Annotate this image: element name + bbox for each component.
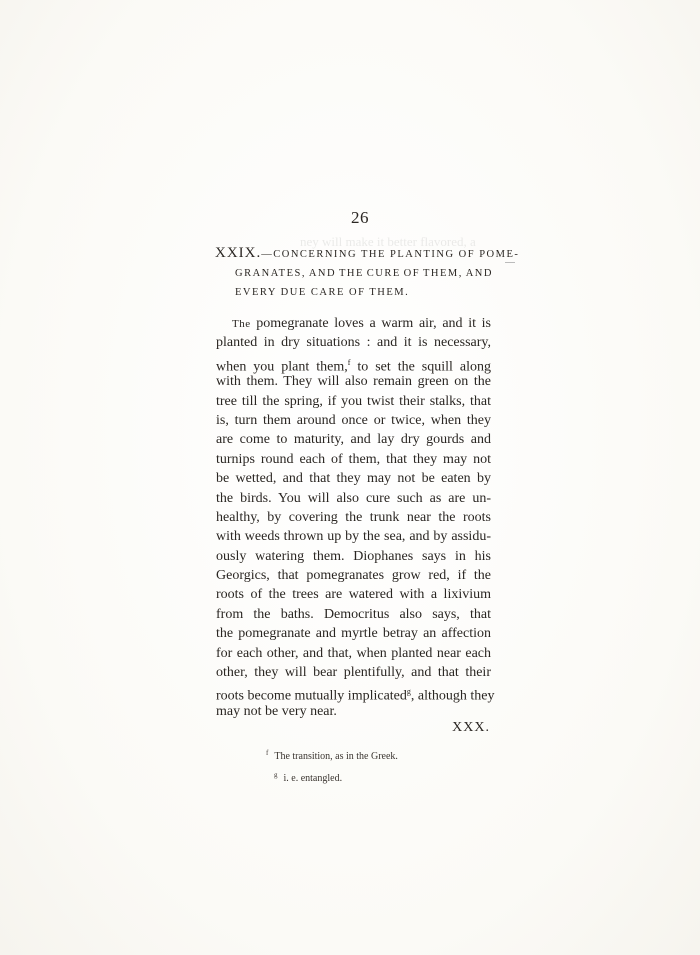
text-line: Georgics, that pomegranates grow red, if the — [216, 568, 491, 584]
heading-word: THEM, — [422, 268, 463, 279]
text-line: ously watering them. Diophanes says in his — [216, 548, 491, 564]
text-line: with weeds thrown up by the sea, and by assidu- — [216, 529, 491, 545]
footnote-mark: f — [266, 749, 269, 757]
text-line: roots become mutually implicated$^g$, although they — [216, 687, 495, 705]
bleed-through-line: ney will make it better flavored, a — [300, 234, 476, 249]
text-line: roots of the trees are watered with a lixivium — [216, 587, 491, 603]
heading-line-1 — [215, 244, 520, 264]
text-line: turnips round each of them, that they may not — [216, 451, 491, 467]
text-line: is, turn them around once or twice, when they — [216, 412, 491, 428]
text-line: with them. They will also remain green on the — [216, 374, 491, 390]
text-line: The pomegranate loves a warm air, and it is — [232, 316, 492, 331]
footnote-text: The transition, as in the Greek. — [274, 751, 398, 762]
heading-line-2 — [215, 264, 493, 283]
page-number: 26 — [351, 208, 369, 227]
footnote-g — [266, 766, 466, 788]
chapter-numeral: XXIX. — [215, 245, 262, 261]
text-line: healthy, by covering the trunk near the roots — [216, 509, 491, 525]
text-line: other, they will bear plentifully, and that their — [216, 665, 491, 681]
heading-word: AND — [465, 268, 493, 279]
heading-word: OF — [403, 268, 421, 279]
catchword: XXX. — [452, 720, 490, 735]
heading-line-3: EVERY DUE CARE OF THEM. — [235, 287, 410, 298]
heading-word: GRANATES, — [235, 268, 306, 279]
footnote-ref-g: g — [406, 687, 411, 697]
text-line: be wetted, and that they may not be eaten by — [216, 471, 491, 487]
footnotes — [266, 744, 466, 788]
text-line: the birds. You will also cure such as are un- — [216, 490, 491, 506]
heading-word: THE — [338, 268, 364, 279]
footnote-f — [266, 744, 466, 766]
text-line: are come to maturity, and lay dry gourds and — [216, 432, 491, 448]
body-paragraph — [216, 314, 495, 721]
text-line: tree till the spring, if you twist their stalks, that — [216, 393, 491, 409]
footnote-mark: g — [274, 771, 278, 779]
drop-word: The — [232, 318, 251, 330]
text-line: the pomegranate and myrtle betray an affection — [216, 626, 491, 642]
heading-title-start: —CONCERNING THE PLANTING OF POME- — [261, 249, 520, 260]
heading-word: CURE — [366, 268, 401, 279]
footnote-ref-f: f — [347, 357, 351, 367]
chapter-heading — [215, 244, 520, 302]
text-line: may not be very near. — [216, 703, 337, 719]
text-line: when you plant them,$^f$ to set the squill along — [216, 357, 491, 375]
bleed-through-mark — [505, 262, 515, 263]
footnote-text: i. e. entangled. — [283, 773, 343, 784]
text-line: planted in dry situations : and it is necessary, — [216, 335, 491, 351]
heading-word: AND — [308, 268, 337, 279]
text-line: from the baths. Democritus also says, that — [216, 606, 491, 622]
text-line: for each other, and that, when planted near each — [216, 645, 491, 661]
